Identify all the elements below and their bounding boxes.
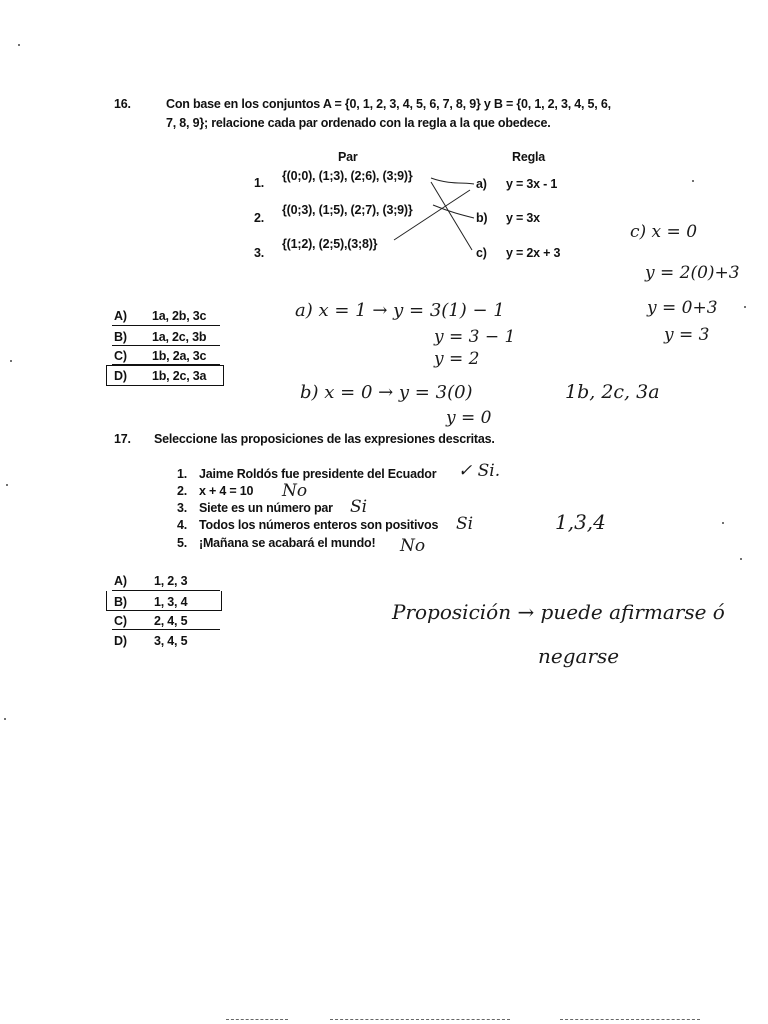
hw-item-3-note: Si <box>350 497 368 517</box>
q17-option-a-letter: A) <box>114 574 127 588</box>
footer-scan-line <box>560 1019 700 1020</box>
q16-pair-3-num: 3. <box>254 246 265 260</box>
scan-speck <box>722 522 724 524</box>
q17-item-2-num: 2. <box>177 484 188 498</box>
scan-speck <box>4 718 6 720</box>
hw-b-line2: y = 0 <box>446 408 492 428</box>
q17-item-5-num: 5. <box>177 536 188 550</box>
scan-speck <box>744 306 746 308</box>
q17-option-a-text: 1, 2, 3 <box>154 574 188 588</box>
q16-text-line1: Con base en los conjuntos A = {0, 1, 2, 3, 4, 5, 6, 7, 8, 9} y B = {0, 1, 2, 3, 4, 5, 6, <box>166 97 611 111</box>
q17-option-divider <box>112 629 220 630</box>
q16-option-b-letter: B) <box>114 330 127 344</box>
hw-c-line3: y = 0+3 <box>647 298 718 318</box>
hw-a-line1: a) x = 1 → y = 3(1) − 1 <box>295 300 505 321</box>
hw-q17-answer: 1,3,4 <box>555 510 606 534</box>
hw-item-4-note: Si <box>456 514 474 534</box>
q17-item-4-text: Todos los números enteros son positivos <box>199 518 439 532</box>
q16-pair-2-num: 2. <box>254 211 265 225</box>
q16-header-regla: Regla <box>512 150 546 164</box>
footer-scan-line <box>330 1019 510 1020</box>
hw-a-line2: y = 3 − 1 <box>434 327 516 347</box>
q17-item-3-text: Siete es un número par <box>199 501 333 515</box>
q17-text: Seleccione las proposiciones de las expresiones descritas. <box>154 432 495 446</box>
q17-option-d-text: 3, 4, 5 <box>154 634 188 648</box>
q16-pair-3-set: {(1;2), (2;5),(3;8)} <box>282 237 378 251</box>
q16-selected-answer-box <box>106 365 224 386</box>
scan-speck <box>6 484 8 486</box>
q16-rule-b: y = 3x <box>506 211 540 225</box>
hw-item-2-note: No <box>282 481 308 501</box>
q16-option-d-letter: D) <box>114 369 127 383</box>
scan-speck <box>18 44 20 46</box>
hw-item-5-note: No <box>400 536 426 556</box>
q17-item-1-text: Jaime Roldós fue presidente del Ecuador <box>199 467 437 481</box>
q16-option-a-letter: A) <box>114 309 127 323</box>
q16-option-c-letter: C) <box>114 349 127 363</box>
hw-c-line1: c) x = 0 <box>630 222 698 242</box>
q17-option-c-text: 2, 4, 5 <box>154 614 188 628</box>
q16-rule-c: y = 2x + 3 <box>506 246 561 260</box>
q16-option-divider <box>112 345 220 346</box>
q16-rule-b-letter: b) <box>476 211 488 225</box>
q16-option-b-text: 1a, 2c, 3b <box>152 330 207 344</box>
q16-rule-a-letter: a) <box>476 177 487 191</box>
q16-pair-2-set: {(0;3), (1;5), (2;7), (3;9)} <box>282 203 413 217</box>
hw-c-line4: y = 3 <box>664 325 710 345</box>
hw-definition-line1: Proposición → puede afirmarse ó <box>392 600 725 624</box>
q16-text-line2: 7, 8, 9}; relacione cada par ordenado con la regla a la que obedece. <box>166 116 551 130</box>
q16-header-par: Par <box>338 150 358 164</box>
q17-option-c-letter: C) <box>114 614 127 628</box>
q17-option-b-text: 1, 3, 4 <box>154 595 188 609</box>
footer-scan-line <box>226 1019 288 1020</box>
hw-definition-line2: negarse <box>538 644 620 668</box>
scan-speck <box>10 360 12 362</box>
q17-item-4-num: 4. <box>177 518 188 532</box>
q16-rule-a: y = 3x - 1 <box>506 177 558 191</box>
q16-option-c-text: 1b, 2a, 3c <box>152 349 207 363</box>
q17-item-5-text: ¡Mañana se acabará el mundo! <box>199 536 376 550</box>
hw-b-line1: b) x = 0 → y = 3(0) <box>300 382 473 403</box>
hw-c-line2: y = 2(0)+3 <box>645 263 740 283</box>
q17-item-2-text: x + 4 = 10 <box>199 484 254 498</box>
q16-option-a-text: 1a, 2b, 3c <box>152 309 207 323</box>
q16-pair-1-num: 1. <box>254 176 265 190</box>
q16-option-divider <box>112 325 220 326</box>
q17-number: 17. <box>114 432 131 446</box>
q16-rule-c-letter: c) <box>476 246 487 260</box>
q16-pair-1-set: {(0;0), (1;3), (2;6), (3;9)} <box>282 169 413 183</box>
q16-number: 16. <box>114 97 131 111</box>
q17-item-1-num: 1. <box>177 467 188 481</box>
hw-a-line3: y = 2 <box>434 349 480 369</box>
hw-item-1-note: ✓ Si. <box>458 461 501 481</box>
q17-selected-answer-box <box>106 591 222 611</box>
q17-item-3-num: 3. <box>177 501 188 515</box>
scan-speck <box>692 180 694 182</box>
q16-option-d-text: 1b, 2c, 3a <box>152 369 207 383</box>
scan-speck <box>740 558 742 560</box>
q17-option-b-letter: B) <box>114 595 127 609</box>
q17-option-d-letter: D) <box>114 634 127 648</box>
hw-q16-answer: 1b, 2c, 3a <box>565 381 660 403</box>
